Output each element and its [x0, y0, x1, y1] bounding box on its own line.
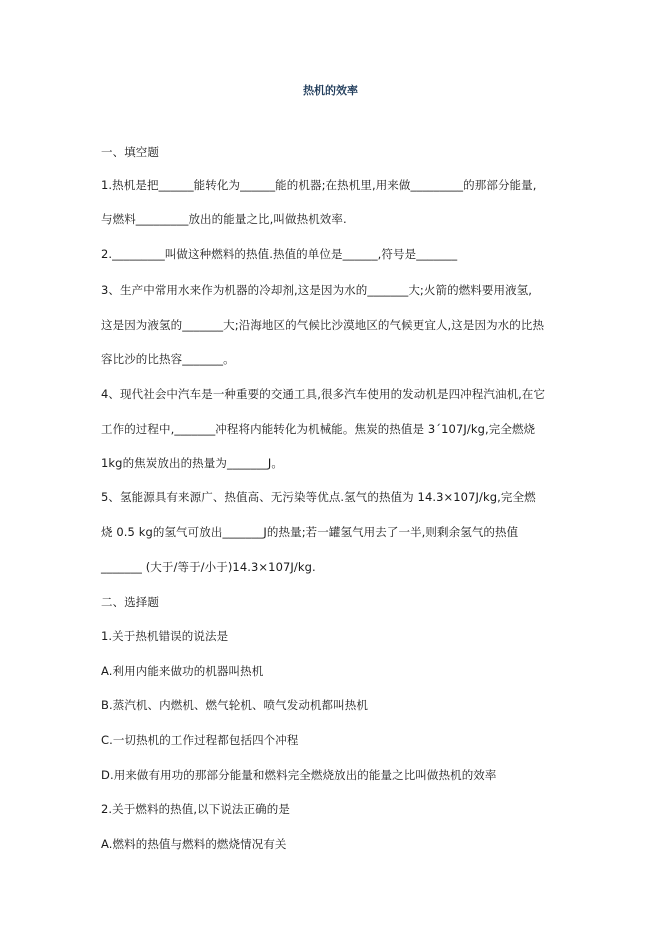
choice-option-a: A.利用内能来做功的机器叫热机 — [101, 664, 264, 678]
choice-question-2-option-a: A.燃料的热值与燃料的燃烧情况有关 — [101, 837, 287, 851]
question-3-line-2: 这是因为液氢的_______大;沿海地区的气候比沙漠地区的气候更宜人,这是因为水的比热 — [101, 318, 545, 332]
section-heading-fill-blank: 一、填空题 — [101, 145, 159, 159]
question-5-line-1: 5、氢能源具有来源广、热值高、无污染等优点.氢气的热值为 14.3×107J/kg,完全燃 — [101, 490, 536, 504]
question-1-line-1: 1.热机是把______能转化为______能的机器;在热机里,用来做_________的那部分能量, — [101, 178, 537, 192]
question-5-line-2: 烧 0.5 kg的氢气可放出_______J的热量;若一罐氢气用去了一半,则剩余氢气的热值 — [101, 525, 519, 539]
document-title: 热机的效率 — [303, 84, 358, 97]
question-5-line-3: _______ (大于/等于/小于)14.3×107J/kg. — [101, 560, 316, 574]
choice-option-c: C.一切热机的工作过程都包括四个冲程 — [101, 733, 299, 747]
question-4-line-2: 工作的过程中,_______冲程将内能转化为机械能。焦炭的热值是 3´107J/kg,完全燃烧 — [101, 422, 536, 436]
choice-question-1: 1.关于热机错误的说法是 — [101, 629, 229, 643]
question-3-line-1: 3、生产中常用水来作为机器的冷却剂,这是因为水的_______大;火箭的燃料要用液氢, — [101, 283, 533, 297]
question-4-line-1: 4、现代社会中汽车是一种重要的交通工具,很多汽车使用的发动机是四冲程汽油机,在它 — [101, 387, 546, 401]
choice-option-d: D.用来做有用功的那部分能量和燃料完全燃烧放出的能量之比叫做热机的效率 — [101, 768, 497, 782]
section-heading-multiple-choice: 二、选择题 — [101, 595, 159, 609]
choice-question-2: 2.关于燃料的热值,以下说法正确的是 — [101, 802, 290, 816]
question-3-line-3: 容比沙的比热容_______。 — [101, 352, 235, 366]
question-2-line: 2._________叫做这种燃料的热值.热值的单位是______,符号是_______ — [101, 247, 458, 261]
question-4-line-3: 1kg的焦炭放出的热量为_______J。 — [101, 456, 284, 470]
question-1-line-2: 与燃料_________放出的能量之比,叫做热机效率. — [101, 212, 347, 226]
choice-option-b: B.蒸汽机、内燃机、燃气轮机、喷气发动机都叫热机 — [101, 698, 368, 712]
